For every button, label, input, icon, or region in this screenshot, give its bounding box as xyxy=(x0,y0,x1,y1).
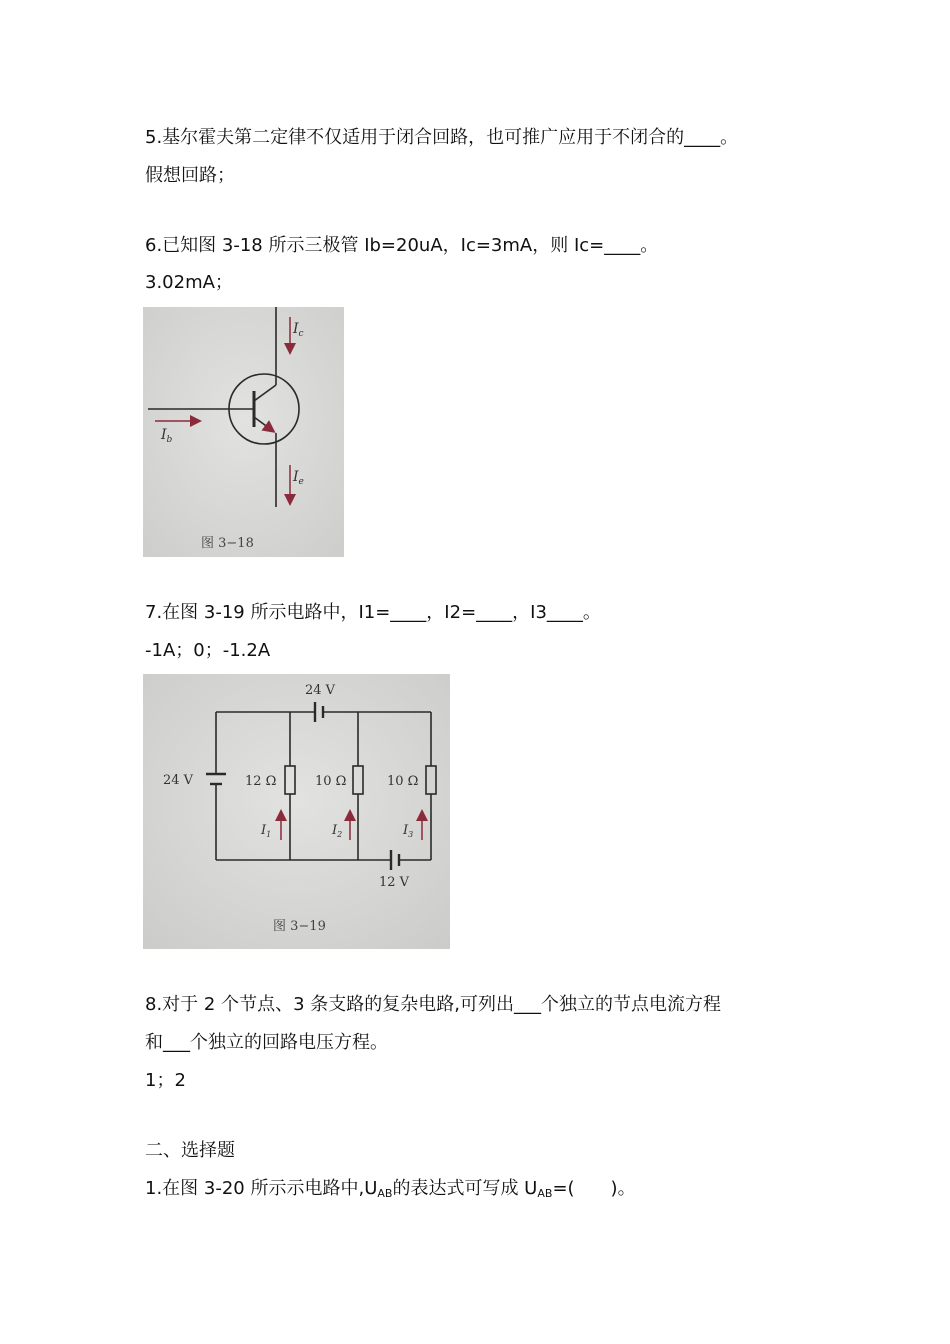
q1-suffix: =( )。 xyxy=(552,1178,636,1199)
q1-sub-ab-1: AB xyxy=(377,1187,393,1200)
section2-q1 xyxy=(145,1176,636,1207)
section2-heading: 二、选择题 xyxy=(145,1140,235,1161)
q8-answer: 1；2 xyxy=(145,1070,186,1091)
label-ie: $I_e$ xyxy=(293,469,304,487)
label-source-left: 24 V xyxy=(163,773,194,788)
figure-3-19 xyxy=(143,674,450,949)
label-source-top: 24 V xyxy=(305,683,336,698)
label-i2: $I_2$ xyxy=(332,823,343,839)
figure-caption: 图 3−19 xyxy=(273,919,326,934)
q7-answer: -1A；0；-1.2A xyxy=(145,640,271,661)
q5-question: 5.基尔霍夫第二定律不仅适用于闭合回路，也可推广应用于不闭合的____。 xyxy=(145,127,739,148)
q8-question-line1: 8.对于 2 个节点、3 条支路的复杂电路,可列出___个独立的节点电流方程 xyxy=(145,994,721,1015)
photo-background xyxy=(143,307,344,557)
label-source-bottom: 12 V xyxy=(379,875,410,890)
q1-sub-ab-2: AB xyxy=(537,1187,553,1200)
label-r1: 12 Ω xyxy=(245,774,277,789)
q1-mid: 的表达式可写成 U xyxy=(392,1178,538,1199)
q6-answer: 3.02mA； xyxy=(145,272,233,293)
photo-background xyxy=(143,674,450,949)
label-ib: $I_b$ xyxy=(161,427,173,445)
q7-question: 7.在图 3-19 所示电路中，I1=____，I2=____，I3____。 xyxy=(145,602,601,623)
label-r3: 10 Ω xyxy=(387,774,419,789)
figure-caption: 图 3−18 xyxy=(201,536,254,551)
label-r2: 10 Ω xyxy=(315,774,347,789)
q8-question-line2: 和___个独立的回路电压方程。 xyxy=(145,1032,388,1053)
q6-question: 6.已知图 3-18 所示三极管 Ib=20uA，Ic=3mA，则 Ic=____。 xyxy=(145,235,659,256)
label-i3: $I_3$ xyxy=(403,823,414,839)
figure-3-18 xyxy=(143,307,344,557)
label-i1: $I_1$ xyxy=(261,823,272,839)
q5-answer: 假想回路； xyxy=(145,165,235,186)
label-ic: $I_c$ xyxy=(293,321,304,339)
q1-prefix: 1.在图 3-20 所示示电路中,U xyxy=(145,1178,378,1199)
